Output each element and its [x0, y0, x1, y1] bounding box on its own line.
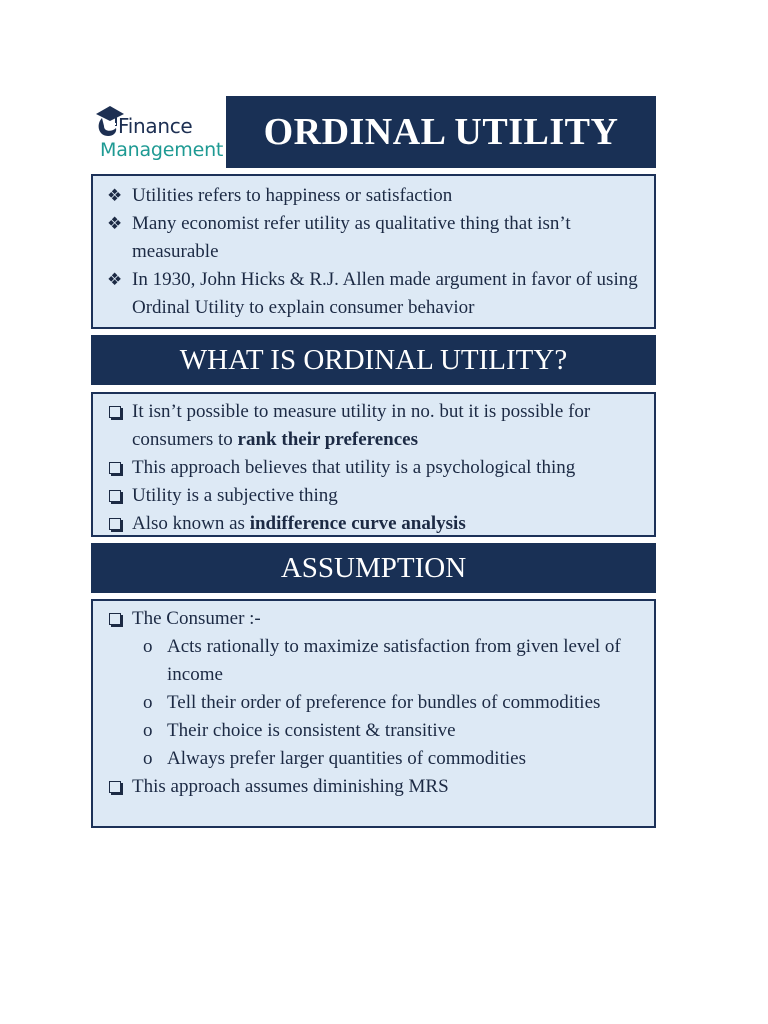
- what-is-item: Also known as indifference curve analysis: [107, 510, 640, 538]
- circle-bullet-icon: o: [143, 720, 153, 741]
- section-heading-assumption: ASSUMPTION: [91, 543, 656, 593]
- section-heading-what-is: WHAT IS ORDINAL UTILITY?: [91, 335, 656, 385]
- what-is-box: [91, 392, 656, 537]
- circle-bullet-icon: o: [143, 748, 153, 769]
- checkbox-bullet-icon: [109, 518, 121, 530]
- logo: [90, 96, 224, 166]
- intro-item: ❖ Many economist refer utility as qualitative thing that isn’t measurable: [107, 210, 640, 266]
- checkbox-bullet-icon: [109, 406, 121, 418]
- checkbox-bullet-icon: [109, 490, 121, 502]
- intro-item: ❖ Utilities refers to happiness or satisfaction: [107, 182, 640, 210]
- logo-text-finance: Finance: [118, 114, 193, 138]
- diamond-bullet-icon: ❖: [107, 214, 123, 233]
- what-is-item: This approach believes that utility is a psychological thing: [107, 454, 640, 482]
- what-is-item: It isn’t possible to measure utility in no. but it is possible for consumers to rank their preferences: [107, 398, 640, 454]
- checkbox-bullet-icon: [109, 781, 121, 793]
- intro-box: [91, 174, 656, 329]
- assumption-sub-item: o Tell their order of preference for bundles of commodities: [107, 689, 640, 717]
- assumption-sub-item: o Their choice is consistent & transitive: [107, 717, 640, 745]
- assumption-sub-item: o Always prefer larger quantities of commodities: [107, 745, 640, 773]
- assumption-item: This approach assumes diminishing MRS: [107, 773, 640, 801]
- assumption-item: The Consumer :-: [107, 605, 640, 633]
- page-title: ORDINAL UTILITY: [226, 96, 656, 168]
- logo-text-management: Management: [100, 139, 224, 161]
- checkbox-bullet-icon: [109, 613, 121, 625]
- intro-item: ❖ In 1930, John Hicks & R.J. Allen made argument in favor of using Ordinal Utility to explain consumer behavior: [107, 266, 640, 322]
- circle-bullet-icon: o: [143, 692, 153, 713]
- diamond-bullet-icon: ❖: [107, 186, 123, 205]
- assumption-box: [91, 599, 656, 828]
- checkbox-bullet-icon: [109, 462, 121, 474]
- assumption-sub-item: o Acts rationally to maximize satisfaction from given level of income: [107, 633, 640, 689]
- diamond-bullet-icon: ❖: [107, 270, 123, 289]
- circle-bullet-icon: o: [143, 636, 153, 657]
- what-is-item: Utility is a subjective thing: [107, 482, 640, 510]
